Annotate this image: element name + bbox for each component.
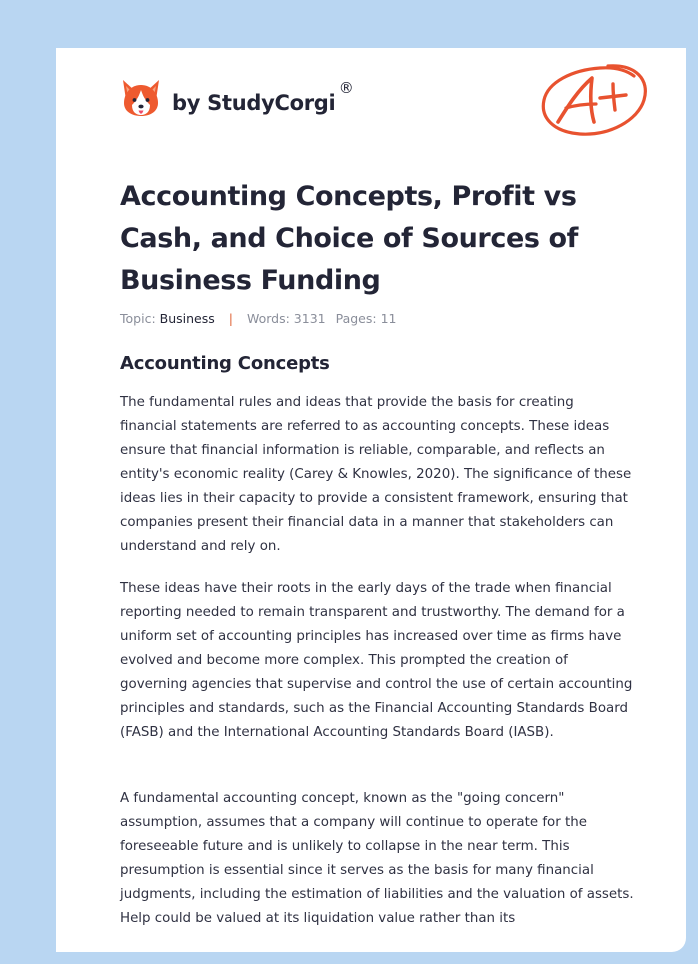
- section-heading: Accounting Concepts: [120, 353, 330, 374]
- paragraph: A fundamental accounting concept, known as the "going concern" assumption, assumes that a company will continue to operate for the foreseeable future and is unlikely to collapse in the near term. This presumption is essential since it serves as the basis for many financial judgments, including the estimation of liabilities and the valuation of assets. Help could be valued at its liquidation value rather than its: [120, 791, 634, 926]
- registered-mark: ®: [338, 79, 354, 97]
- words-label: Words:: [246, 311, 290, 326]
- a-plus-grade-badge: [538, 58, 650, 140]
- studycorgi-logo[interactable]: [120, 74, 354, 124]
- corgi-icon: [120, 76, 162, 122]
- brand-text: by StudyCorgi: [172, 91, 336, 115]
- paragraph: These ideas have their roots in the early days of the trade when financial reporting needed to remain transparent and trustworthy. The demand for a uniform set of accounting principles has increased over time as firms have evolved and become more complex. This prompted the creation of governing agencies that supervise and control the use of certain accounting principles and standards, such as the Financial Accounting Standards Board (FASB) and the International Accounting Standards Board (IASB).: [120, 581, 633, 740]
- pages-count: 11: [380, 311, 397, 326]
- meta-separator: |: [228, 311, 233, 326]
- document-title: Accounting Concepts, Profit vs Cash, and Choice of Sources of Business Funding: [120, 181, 579, 296]
- document-page: [56, 48, 686, 952]
- topic-label: Topic:: [120, 311, 156, 326]
- paragraph: The fundamental rules and ideas that provide the basis for creating financial statements are referred to as accounting concepts. These ideas ensure that financial information is reliable, comparable, and reflects an entity's economic reality (Carey & Knowles, 2020). The significance of these ideas lies in their capacity to provide a consistent framework, ensuring that companies present their financial data in a manner that stakeholders can understand and rely on.: [120, 395, 632, 554]
- pages-label: Pages:: [335, 311, 377, 326]
- brand-name: [172, 79, 354, 115]
- topic-link[interactable]: Business: [159, 311, 215, 326]
- document-meta: [120, 311, 396, 326]
- words-count: 3131: [293, 311, 326, 326]
